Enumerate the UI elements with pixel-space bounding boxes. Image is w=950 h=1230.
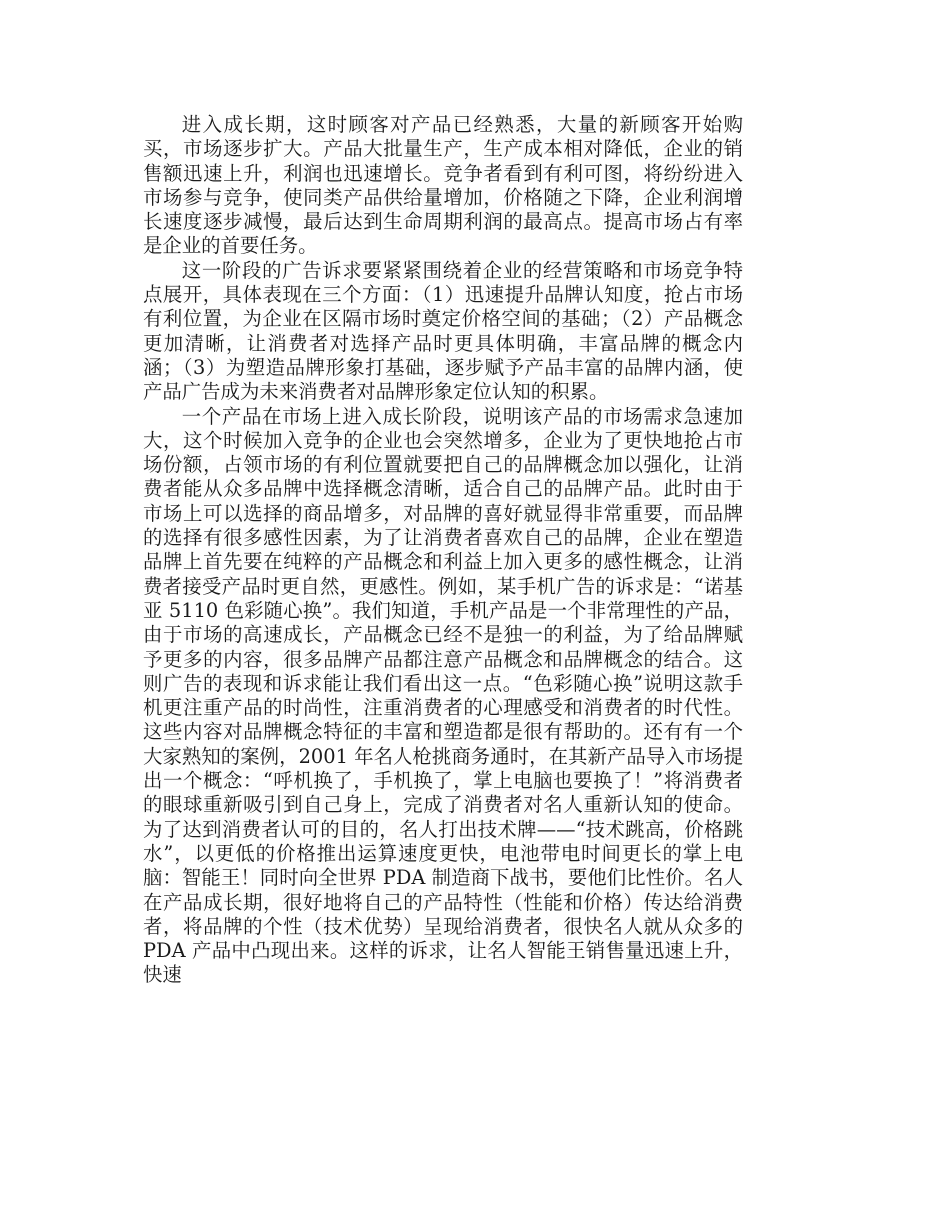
paragraph-ad-appeal: 这一阶段的广告诉求要紧紧围绕着企业的经营策略和市场竞争特点展开，具体表现在三个方面：（1）迅速提升品牌认知度，抢占市场有利位置，为企业在区隔市场时奠定价格空间的基础；（2）产品概念更加清晰，让消费者对选择产品时更具体明确，丰富品牌的概念内涵；（3）为塑造品牌形象打基础，逐步赋予产品丰富的品牌内涵，使产品广告成为未来消费者对品牌形象定位认知的积累。: [143, 258, 743, 404]
paragraph-growth-stage: 进入成长期，这时顾客对产品已经熟悉，大量的新顾客开始购买，市场逐步扩大。产品大批量生产，生产成本相对降低，企业的销售额迅速上升，利润也迅速增长。竞争者看到有利可图，将纷纷进入市场参与竞争，使同类产品供给量增加，价格随之下降，企业利润增长速度逐步减慢，最后达到生命周期利润的最高点。提高市场占有率是企业的首要任务。: [143, 113, 743, 258]
paragraph-brand-examples: 一个产品在市场上进入成长阶段，说明该产品的市场需求急速加大，这个时候加入竞争的企业也会突然增多，企业为了更快地抢占市场份额，占领市场的有利位置就要把自己的品牌概念加以强化，让消费者能从众多品牌中选择概念清晰，适合自己的品牌产品。此时由于市场上可以选择的商品增多，对品牌的喜好就显得非常重要，而品牌的选择有很多感性因素，为了让消费者喜欢自己的品牌，企业在塑造品牌上首先要在纯粹的产品概念和利益上加入更多的感性概念，让消费者接受产品时更自然，更感性。例如，某手机广告的诉求是：“诺基亚 5110 色彩随心换”。我们知道，手机产品是一个非常理性的产品，由于市场的高速成长，产品概念已经不是独一的利益，为了给品牌赋予更多的内容，很多品牌产品都注意产品概念和品牌概念的结合。这则广告的表现和诉求能让我们看出这一点。“色彩随心换”说明这款手机更注重产品的时尚性，注重消费者的心理感受和消费者的时代性。这些内容对品牌概念特征的丰富和塑造都是很有帮助的。还有有一个大家熟知的案例，2001 年名人枪挑商务通时，在其新产品导入市场提出一个概念：“呼机换了，手机换了，掌上电脑也要换了！”将消费者的眼球重新吸引到自己身上，完成了消费者对名人重新认知的使命。为了达到消费者认可的目的，名人打出技术牌——“技术跳高，价格跳水”，以更低的价格推出运算速度更快，电池带电时间更长的掌上电脑：智能王！同时向全世界 PDA 制造商下战书，要他们比性价。名人在产品成长期，很好地将自己的产品特性（性能和价格）传达给消费者，将品牌的个性（技术优势）呈现给消费者，很快名人就从众多的 PDA 产品中凸现出来。这样的诉求，让名人智能王销售量迅速上升，快速: [143, 404, 743, 987]
document-body: [143, 113, 743, 988]
